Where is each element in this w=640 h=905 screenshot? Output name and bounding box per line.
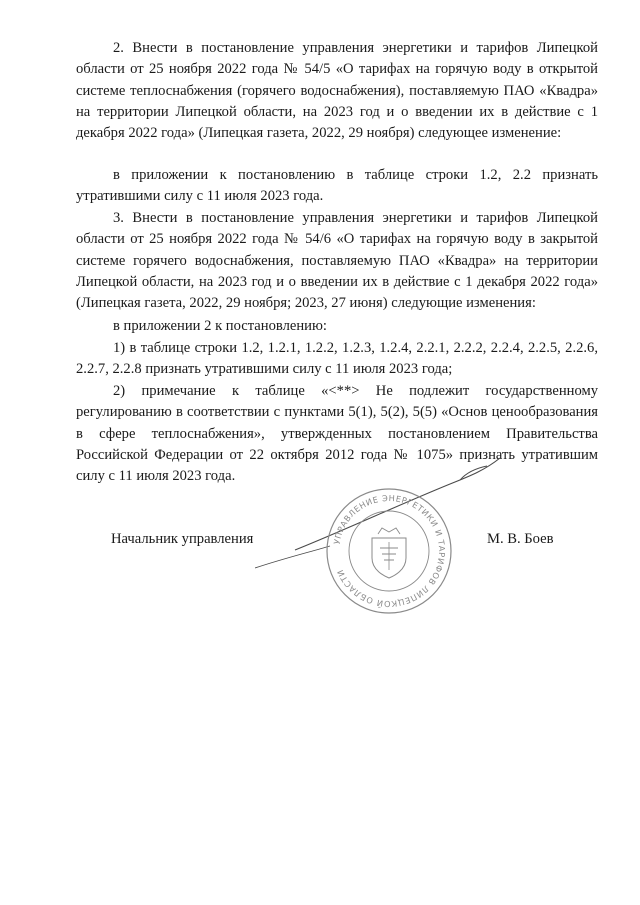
paragraph-2-change: в приложении к постановлению в таблице строки 1.2, 2.2 признать утратившими силу с 11 июля 2023 года. [76,167,598,205]
paragraph-3-intro: в приложении 2 к постановлению: [113,318,327,334]
paragraph-2: 2. Внести в постановление управления энергетики и тарифов Липецкой области от 25 ноября 2022 года № 54/5 «О тарифах на горячую воду в открытой системе теплоснабжения (горячего водоснабжения), поставляемую ПАО «Квадра» на территории Липецкой области, на 2023 год и о введении их в действие с 1 декабря 2022 года» (Липецкая газета, 2022, 29 ноября) следующее изменение: [76,40,598,142]
paragraph-3-item-2: 2) примечание к таблице «<**> Не подлежит государственному регулированию в соответствии с пунктами 5(1), 5(2), 5(5) «Основ ценообразования в сфере теплоснабжения», утвержденных постановлением Правительства Российской Федерации от 22 октября 2012 года № 1075» признать утратившим силу с 11 июля 2023 года. [76,383,598,485]
official-stamp [324,486,454,616]
paragraph-3-item-1: 1) в таблице строки 1.2, 1.2.1, 1.2.2, 1.2.3, 1.2.4, 2.2.1, 2.2.2, 2.2.4, 2.2.5, 2.2.6, 2.2.7, 2.2.8 признать утратившими силу с 11 июля 2023 года; [76,340,598,378]
signatory-name: М. В. Боев [487,531,554,547]
paragraph-3: 3. Внести в постановление управления энергетики и тарифов Липецкой области от 25 ноября 2022 года № 54/6 «О тарифах на горячую воду в закрытой системе горячего водоснабжения, поставляемую ПАО «Квадра» на территории Липецкой области, на 2023 год и о введении их в действие с 1 декабря 2022 года» (Липецкая газета, 2022, 29 ноября; 2023, 27 июня) следующие изменения: [76,210,598,312]
coat-of-arms-icon [372,528,406,578]
stamp-text: УПРАВЛЕНИЕ ЭНЕРГЕТИКИ И ТАРИФОВ ЛИПЕЦКОЙ ОБЛАСТИ [331,492,448,610]
signatory-title: Начальник управления [111,531,254,547]
